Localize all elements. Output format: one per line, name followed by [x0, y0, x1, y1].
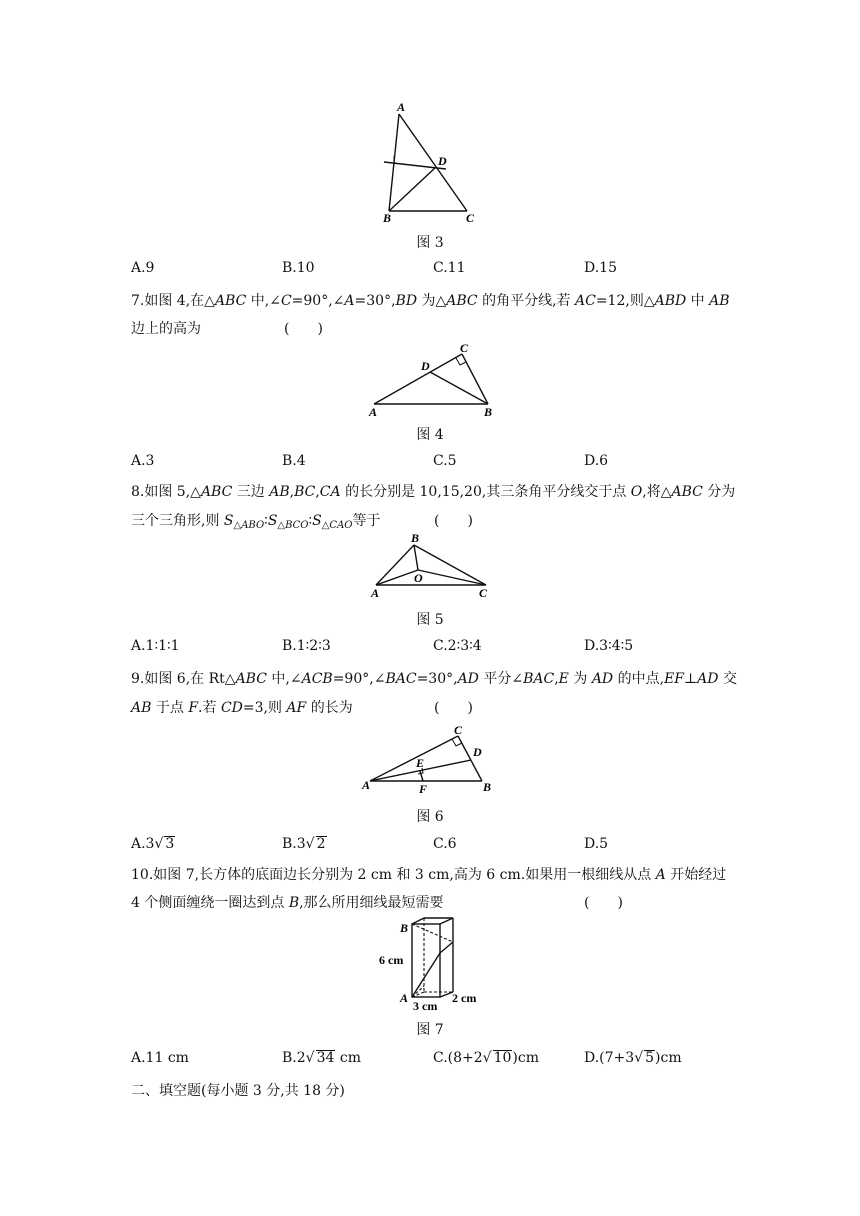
- label-c: C: [466, 211, 475, 225]
- q8-line-1: 8.如图 5,△ABC 三边 AB,BC,CA 的长分别是 10,15,20,其三条角平分线交于点 O,将△ABC 分为: [131, 484, 736, 500]
- q8-answer-paren: ( ): [434, 513, 473, 529]
- q8-option-c: C.2∶3∶4: [433, 638, 482, 654]
- q10-option-b: B.2√ 34 cm: [282, 1050, 361, 1066]
- q7-option-c: C.5: [433, 453, 457, 469]
- label-f: F: [419, 782, 428, 796]
- q8-option-d: D.3∶4∶5: [584, 638, 634, 654]
- label-b: B: [484, 405, 493, 419]
- label-o: O: [414, 571, 423, 585]
- label-b: B: [483, 780, 492, 794]
- label-a: A: [397, 100, 406, 114]
- q8-line-2: 三个三角形,则 $S_{\triangle ABO}∶S_{\triangle BCO}∶S_{\triangle CAO}$等于: [131, 513, 381, 531]
- q6-option-a: A.9: [131, 260, 155, 276]
- label-d: D: [438, 154, 447, 168]
- label-height: 6 cm: [379, 953, 404, 967]
- q9-line-2: AB 于点 F.若 CD=3,则 AF 的长为: [131, 700, 353, 716]
- figure-6-caption: 图 6: [416, 809, 444, 825]
- label-d: D: [473, 745, 482, 759]
- q10-option-a: A.11 cm: [131, 1050, 189, 1066]
- q7-answer-paren: ( ): [284, 321, 323, 337]
- q10-option-d: D.(7+3√ 5)cm: [584, 1050, 682, 1066]
- label-a: A: [369, 405, 378, 419]
- q7-option-a: A.3: [131, 453, 155, 469]
- sqrt-sign: √: [634, 1050, 644, 1066]
- q9-option-a: A.3√ 3: [131, 836, 175, 852]
- q6-option-d: D.15: [584, 260, 617, 276]
- label-b: B: [400, 921, 409, 935]
- label-c: C: [479, 586, 488, 600]
- figure-3: [370, 98, 490, 232]
- sqrt-sign: √: [305, 836, 315, 852]
- section-2-heading: 二、填空题(每小题 3 分,共 18 分): [131, 1083, 345, 1099]
- label-a: A: [362, 778, 371, 792]
- figure-5: [362, 530, 502, 606]
- label-width: 3 cm: [413, 999, 438, 1013]
- sqrt-sign: √: [482, 1050, 492, 1066]
- label-e: E: [416, 756, 425, 770]
- q7-line-1: 7.如图 4,在△ABC 中,∠C=90°,∠A=30°,BD 为△ABC 的角平分线,若 AC=12,则△ABD 中 AB: [131, 293, 730, 309]
- label-c: C: [460, 341, 469, 355]
- q7-line-2: 边上的高为: [131, 321, 201, 337]
- q7-option-d: D.6: [584, 453, 609, 469]
- sqrt-sign: √: [305, 1050, 315, 1066]
- q9-answer-paren: ( ): [434, 700, 473, 716]
- label-b: B: [383, 211, 392, 225]
- q8-option-a: A.1∶1∶1: [131, 638, 180, 654]
- q6-option-b: B.10: [282, 260, 315, 276]
- q10-answer-paren: ( ): [584, 895, 623, 911]
- figure-7-caption: 图 7: [416, 1022, 444, 1038]
- figure-7: [376, 916, 486, 1020]
- label-a: A: [400, 991, 409, 1005]
- label-d: D: [421, 359, 430, 373]
- figure-4-caption: 图 4: [416, 427, 444, 443]
- q8-option-b: B.1∶2∶3: [282, 638, 331, 654]
- label-c: C: [454, 723, 463, 737]
- q10-line-1: 10.如图 7,长方体的底面边长分别为 2 cm 和 3 cm,高为 6 cm.如果用一根细线从点 A 开始经过: [131, 867, 727, 883]
- figure-3-caption: 图 3: [416, 235, 444, 251]
- q9-option-b: B.3√ 2: [282, 836, 326, 852]
- label-b: B: [411, 531, 420, 545]
- q9-option-c: C.6: [433, 836, 457, 852]
- q6-option-c: C.11: [433, 260, 466, 276]
- figure-6: [358, 718, 508, 802]
- q9-option-d: D.5: [584, 836, 609, 852]
- figure-5-caption: 图 5: [416, 612, 444, 628]
- q10-option-c: C.(8+2√ 10)cm: [433, 1050, 539, 1066]
- q10-line-2: 4 个侧面缠绕一圈达到点 B,那么所用细线最短需要: [131, 895, 444, 911]
- figure-4: [360, 338, 510, 424]
- sqrt-sign: √: [154, 836, 164, 852]
- q9-line-1: 9.如图 6,在 Rt△ABC 中,∠ACB=90°,∠BAC=30°,AD 平分∠BAC,E 为 AD 的中点,EF⊥AD 交: [131, 671, 737, 687]
- label-depth: 2 cm: [452, 991, 477, 1005]
- label-a: A: [371, 586, 380, 600]
- q7-option-b: B.4: [282, 453, 306, 469]
